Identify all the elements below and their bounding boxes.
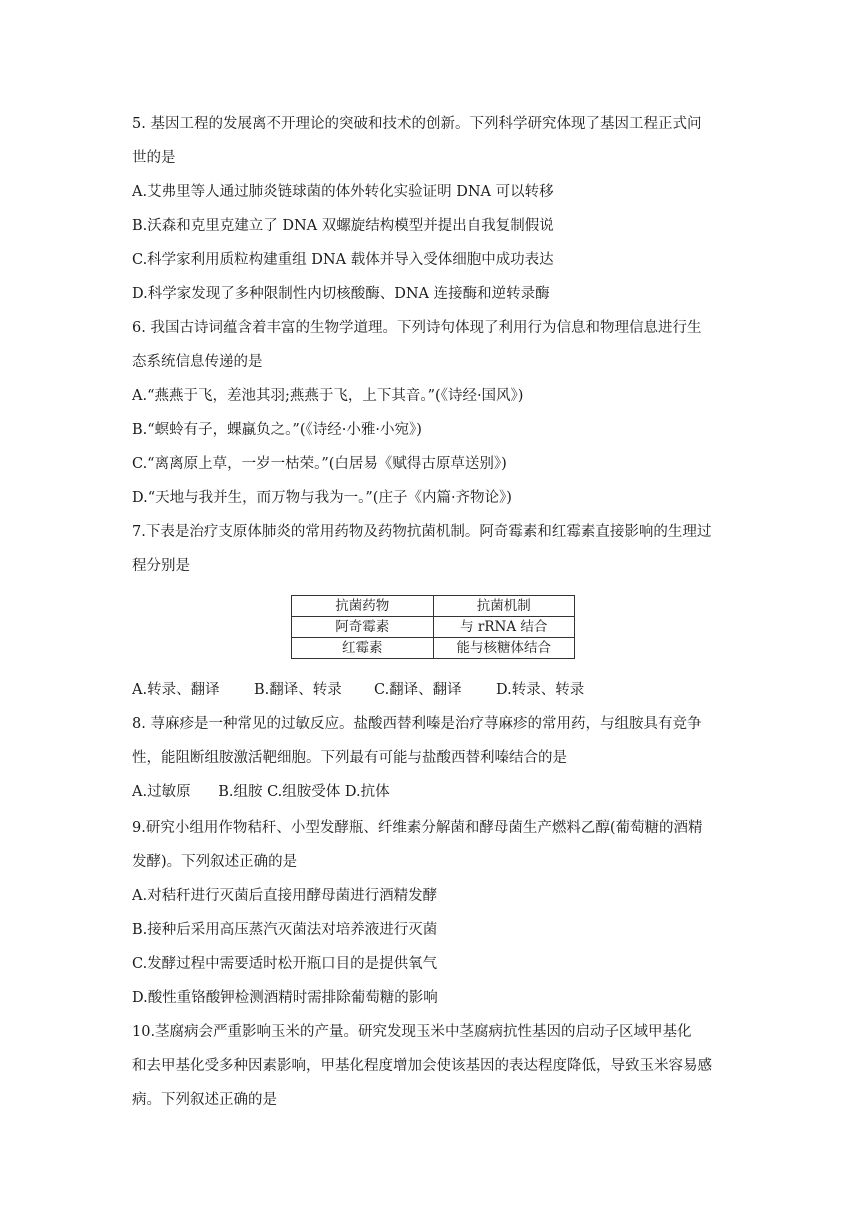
q6-stem-line-2: 态系统信息传递的是	[132, 354, 263, 370]
q7-option-d: D.转录、转录	[496, 682, 585, 698]
q10-stem-line-2: 和去甲基化受多种因素影响，甲基化程度增加会使该基因的表达程度降低，导致玉米容易感	[132, 1058, 712, 1074]
q9-option-a: A.对秸秆进行灭菌后直接用酵母菌进行酒精发酵	[132, 888, 438, 904]
q6-stem-line-1: 6. 我国古诗词蕴含着丰富的生物学道理。下列诗句体现了利用行为信息和物理信息进行生	[132, 320, 702, 336]
q9-option-b: B.接种后采用高压蒸汽灭菌法对培养液进行灭菌	[132, 922, 438, 938]
q9-stem-line-1: 9.研究小组用作物秸秆、小型发酵瓶、纤维素分解菌和酵母菌生产燃料乙醇(葡萄糖的酒精	[132, 820, 703, 836]
q5-stem-line-2: 世的是	[132, 150, 176, 166]
q6-option-d: D.“天地与我并生，而万物与我为一。”(庄子《内篇·齐物论》)	[132, 490, 512, 506]
q5-option-b: B.沃森和克里克建立了 DNA 双螺旋结构模型并提出自我复制假说	[132, 218, 554, 234]
q8-stem-line-2: 性，能阻断组胺激活靶细胞。下列最有可能与盐酸西替利嗪结合的是	[132, 750, 567, 766]
q7-options-row	[132, 680, 752, 700]
q8-options: A.过敏原 B.组胺 C.组胺受体 D.抗体	[132, 784, 390, 800]
q9-option-d: D.酸性重铬酸钾检测酒精时需排除葡萄糖的影响	[132, 990, 438, 1006]
q10-stem-line-1: 10.茎腐病会严重影响玉米的产量。研究发现玉米中茎腐病抗性基因的启动子区域甲基化	[132, 1024, 692, 1040]
q10-stem-line-3: 病。下列叙述正确的是	[132, 1092, 277, 1108]
q7-option-b: B.翻译、转录	[254, 682, 342, 698]
q5-option-d: D.科学家发现了多种限制性内切核酸酶、DNA 连接酶和逆转录酶	[132, 286, 550, 302]
table-header-cell: 抗菌药物	[292, 596, 434, 617]
q6-option-c: C.“离离原上草，一岁一枯荣。”(白居易《赋得古原草送别》)	[132, 456, 507, 472]
q8-stem-line-1: 8. 荨麻疹是一种常见的过敏反应。盐酸西替利嗪是治疗荨麻疹的常用药，与组胺具有竞争	[132, 716, 702, 732]
drug-mechanism-table	[291, 595, 575, 659]
q5-stem-line-1: 5. 基因工程的发展离不开理论的突破和技术的创新。下列科学研究体现了基因工程正式问	[132, 116, 702, 132]
table-cell: 与 rRNA 结合	[433, 617, 575, 638]
q5-option-c: C.科学家利用质粒构建重组 DNA 载体并导入受体细胞中成功表达	[132, 252, 554, 268]
q9-stem-line-2: 发酵)。下列叙述正确的是	[132, 854, 298, 870]
table-cell: 能与核糖体结合	[433, 638, 575, 659]
q6-option-a: A.“燕燕于飞，差池其羽;燕燕于飞，上下其音。”(《诗经·国风》)	[132, 388, 524, 404]
q7-stem-line-1: 7.下表是治疗支原体肺炎的常用药物及药物抗菌机制。阿奇霉素和红霉素直接影响的生理过	[132, 524, 712, 540]
table-cell: 红霉素	[292, 638, 434, 659]
q7-option-a: A.转录、翻译	[132, 682, 220, 698]
q9-option-c: C.发酵过程中需要适时松开瓶口目的是提供氧气	[132, 956, 438, 972]
table-row	[292, 617, 575, 638]
table-header-row	[292, 596, 575, 617]
table-cell: 阿奇霉素	[292, 617, 434, 638]
table-row	[292, 638, 575, 659]
q5-option-a: A.艾弗里等人通过肺炎链球菌的体外转化实验证明 DNA 可以转移	[132, 184, 554, 200]
table-header-cell: 抗菌机制	[433, 596, 575, 617]
q6-option-b: B.“螟蛉有子，蜾蠃负之。”(《诗经·小雅·小宛》)	[132, 422, 422, 438]
q7-stem-line-2: 程分别是	[132, 558, 190, 574]
q7-option-c: C.翻译、翻译	[374, 682, 462, 698]
